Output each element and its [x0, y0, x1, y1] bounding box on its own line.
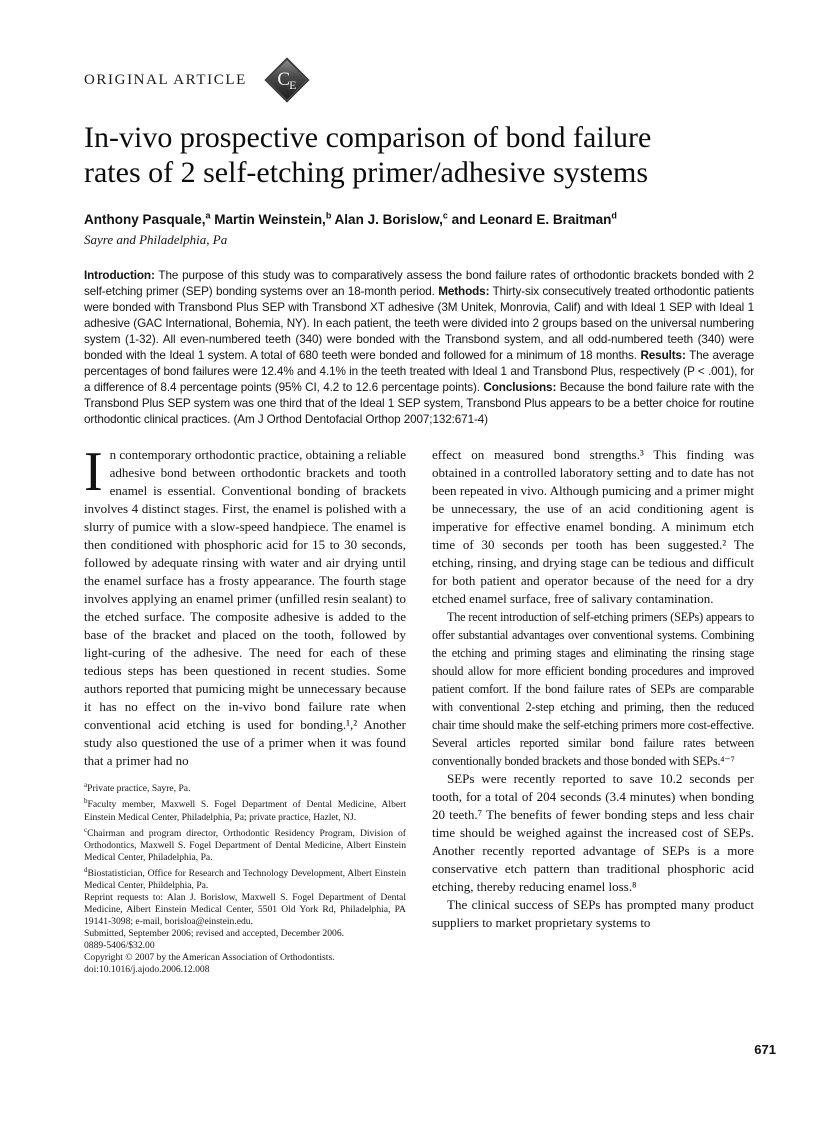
author-name: and Leonard E. Braitman$^d$ — [447, 210, 617, 228]
footnote-marker: c — [84, 825, 88, 834]
drop-cap: I — [84, 441, 103, 504]
footnote: $^d$Biostatistician, Office for Research and Technology Development, Albert Einstein Medical Center, Phildelphia, Pa. — [84, 865, 406, 892]
body-columns — [84, 441, 754, 976]
footnote: $^a$Private practice, Sayre, Pa. — [84, 781, 191, 795]
ce-logo-letter-e: E — [289, 78, 297, 92]
footnote: Reprint requests to: Alan J. Borislow, Maxwell S. Fogel Department of Dental Medicine, Albert Einstein Medical Center, 5501 Old York Rd, Philadelphia, PA 19141-3098; e-mail, borisloa@einstein.edu. — [84, 892, 406, 928]
author-name: Alan J. Borislow,$^c$ — [331, 210, 448, 228]
ce-logo-letter-c: C — [277, 69, 291, 90]
article-title-line2: rates of 2 self-etching primer/adhesive systems — [84, 156, 648, 190]
section-label: ORIGINAL ARTICLE — [84, 71, 247, 88]
footnote-marker: a — [84, 781, 88, 790]
author-affiliation-marker: c — [442, 210, 448, 221]
intro-paragraph — [84, 441, 407, 770]
ce-logo-icon — [261, 54, 313, 106]
abstract-section-label: Introduction: — [84, 269, 155, 283]
footnote-marker: b — [84, 797, 88, 806]
ce-logo-letters — [261, 54, 313, 106]
abstract: Introduction: The purpose of this study was to comparatively assess the bond failure rates of orthodontic brackets bonded with 2 self-etching primer (SEP) bonding systems over an 18-month period. Methods: Thirty-six consecutively treated orthodontic patients were bonded with Transbond Plus SEP with Transbond XT adhesive (3M Unitek, Monrovia, Calif) and with Ideal 1 SEP with Ideal 1 adhesive (GAC International, Bohemia, NY). In each patient, the teeth were divided into 2 groups based on the universal numbering system (1-32). All even-numbered teeth (340) were bonded with the Transbond system, and all odd-numbered teeth (340) were bonded with the Ideal 1 system. A total of 680 teeth were bonded and followed for a minimum of 18 months. Results: The average percentages of bond failures were 12.4% and 4.1% in the teeth treated with Ideal 1 and Transbond Plus, respectively (P < .001), for a difference of 8.4 percentage points (95% CI, 4.2 to 12.6 percentage points). Conclusions: Because the bond failure rate with the Transbond Plus SEP system was one third that of the Ideal 1 SEP system, Transbond Plus appears to be a better choice for routine orthodontic clinical practices. (Am J Orthod Dentofacial Orthop 2007;132:671-4) — [84, 269, 755, 427]
body-paragraph: The clinical success of SEPs has prompted many product suppliers to market proprietary systems to — [432, 897, 754, 931]
left-column — [84, 441, 407, 976]
body-paragraph: SEPs were recently reported to save 10.2 seconds per tooth, for a total of 204 seconds (3.4 minutes) when bonding 20 teeth.⁷ The benefits of fewer bonding steps and less chair time should be weighed against the increased cost of SEPs. Another recently reported advantage of SEPs is a more conservative etch pattern than traditional phosphoric acid etching, thereby reducing enamel loss.⁸ — [432, 771, 754, 895]
author-affiliation-marker: a — [205, 210, 211, 221]
right-column — [432, 446, 754, 976]
footnote: 0889-5406/$32.00 — [84, 940, 155, 952]
article-header — [84, 54, 754, 106]
footnote: Submitted, September 2006; revised and accepted, December 2006. — [84, 928, 345, 940]
page-number: 671 — [754, 1042, 776, 1057]
body-paragraph: effect on measured bond strengths.³ This finding was obtained in a controlled laboratory setting and to date has not been repeated in vivo. Although pumicing and a primer might be unnecessary, the use of an acid conditioning agent is imperative for effective enamel bonding. A minimum etch time of 30 seconds per tooth has been suggested.² The etching, rinsing, and drying stage can be tedious and difficult for both patient and operator because of the need for a dry etched enamel surface, free of salivary contamination. — [432, 447, 754, 607]
abstract-section-label: Methods: — [438, 285, 490, 299]
author-list — [84, 211, 754, 228]
footnote: doi:10.1016/j.ajodo.2006.12.008 — [84, 964, 210, 976]
abstract-section-label: Conclusions: — [483, 381, 557, 395]
footnote-marker: d — [84, 865, 88, 874]
affiliation: Sayre and Philadelphia, Pa — [84, 232, 228, 248]
intro-paragraph-text: n contemporary orthodontic practice, obtaining a reliable adhesive bond between orthodontic brackets and tooth enamel is essential. Conventional bonding of brackets involves 4 distinct stages. First, the enamel is polished with a slurry of pumice with a slow-speed handpiece. The enamel is then conditioned with phosphoric acid for 15 to 30 seconds, followed by adequate rinsing with water and air drying until the enamel surface has a frosty appearance. The fourth stage involves applying an enamel primer (unfilled resin sealant) to the etched surface. The composite adhesive is added to the base of the bracket and placed on the tooth, followed by light-curing of the adhesive. The need for each of these tedious steps has been questioned in recent studies. Some authors reported that pumicing might be unnecessary because it has no effect on the in-vivo bond failure rate when conventional acid etching is used for bonding.¹,² Another study also questioned the use of a primer when it was found that a primer had no — [84, 447, 407, 769]
article-title-line1: In-vivo prospective comparison of bond failure — [84, 121, 652, 154]
abstract-section-label: Results: — [640, 349, 686, 363]
body-paragraph: The recent introduction of self-etching primers (SEPs) appears to offer substantial advantages over conventional systems. Combining the etching and priming stages and eliminating the rinsing stage should allow for more efficient bonding procedures and improved patient comfort. If the bond failure rates of SEPs are comparable with conventional 2-step etching and priming, then the reduced chair time should make the self-etching primers more cost-effective. Several articles reported similar bond failure rates between conventionally bonded brackets and those bonded with SEPs.⁴⁻⁷ — [432, 610, 754, 769]
author-affiliation-marker: b — [325, 210, 332, 221]
author-name: Martin Weinstein,$^b$ — [210, 210, 332, 228]
footnote: Copyright © 2007 by the American Association of Orthodontists. — [84, 952, 335, 964]
footnotes-block — [84, 779, 406, 976]
author-name: Anthony Pasquale,$^a$ — [84, 210, 211, 228]
footnote: $^b$Faculty member, Maxwell S. Fogel Department of Dental Medicine, Albert Einstein Medical Center, Philadelphia, Pa; private practice, Hazlet, NJ. — [84, 797, 406, 823]
footnote: $^c$Chairman and program director, Orthodontic Residency Program, Division of Orthodontics, Maxwell S. Fogel Department of Dental Medicine, Albert Einstein Medical Center, Philadelphia, Pa. — [84, 825, 406, 863]
article-title — [84, 120, 754, 191]
author-affiliation-marker: d — [611, 210, 617, 221]
